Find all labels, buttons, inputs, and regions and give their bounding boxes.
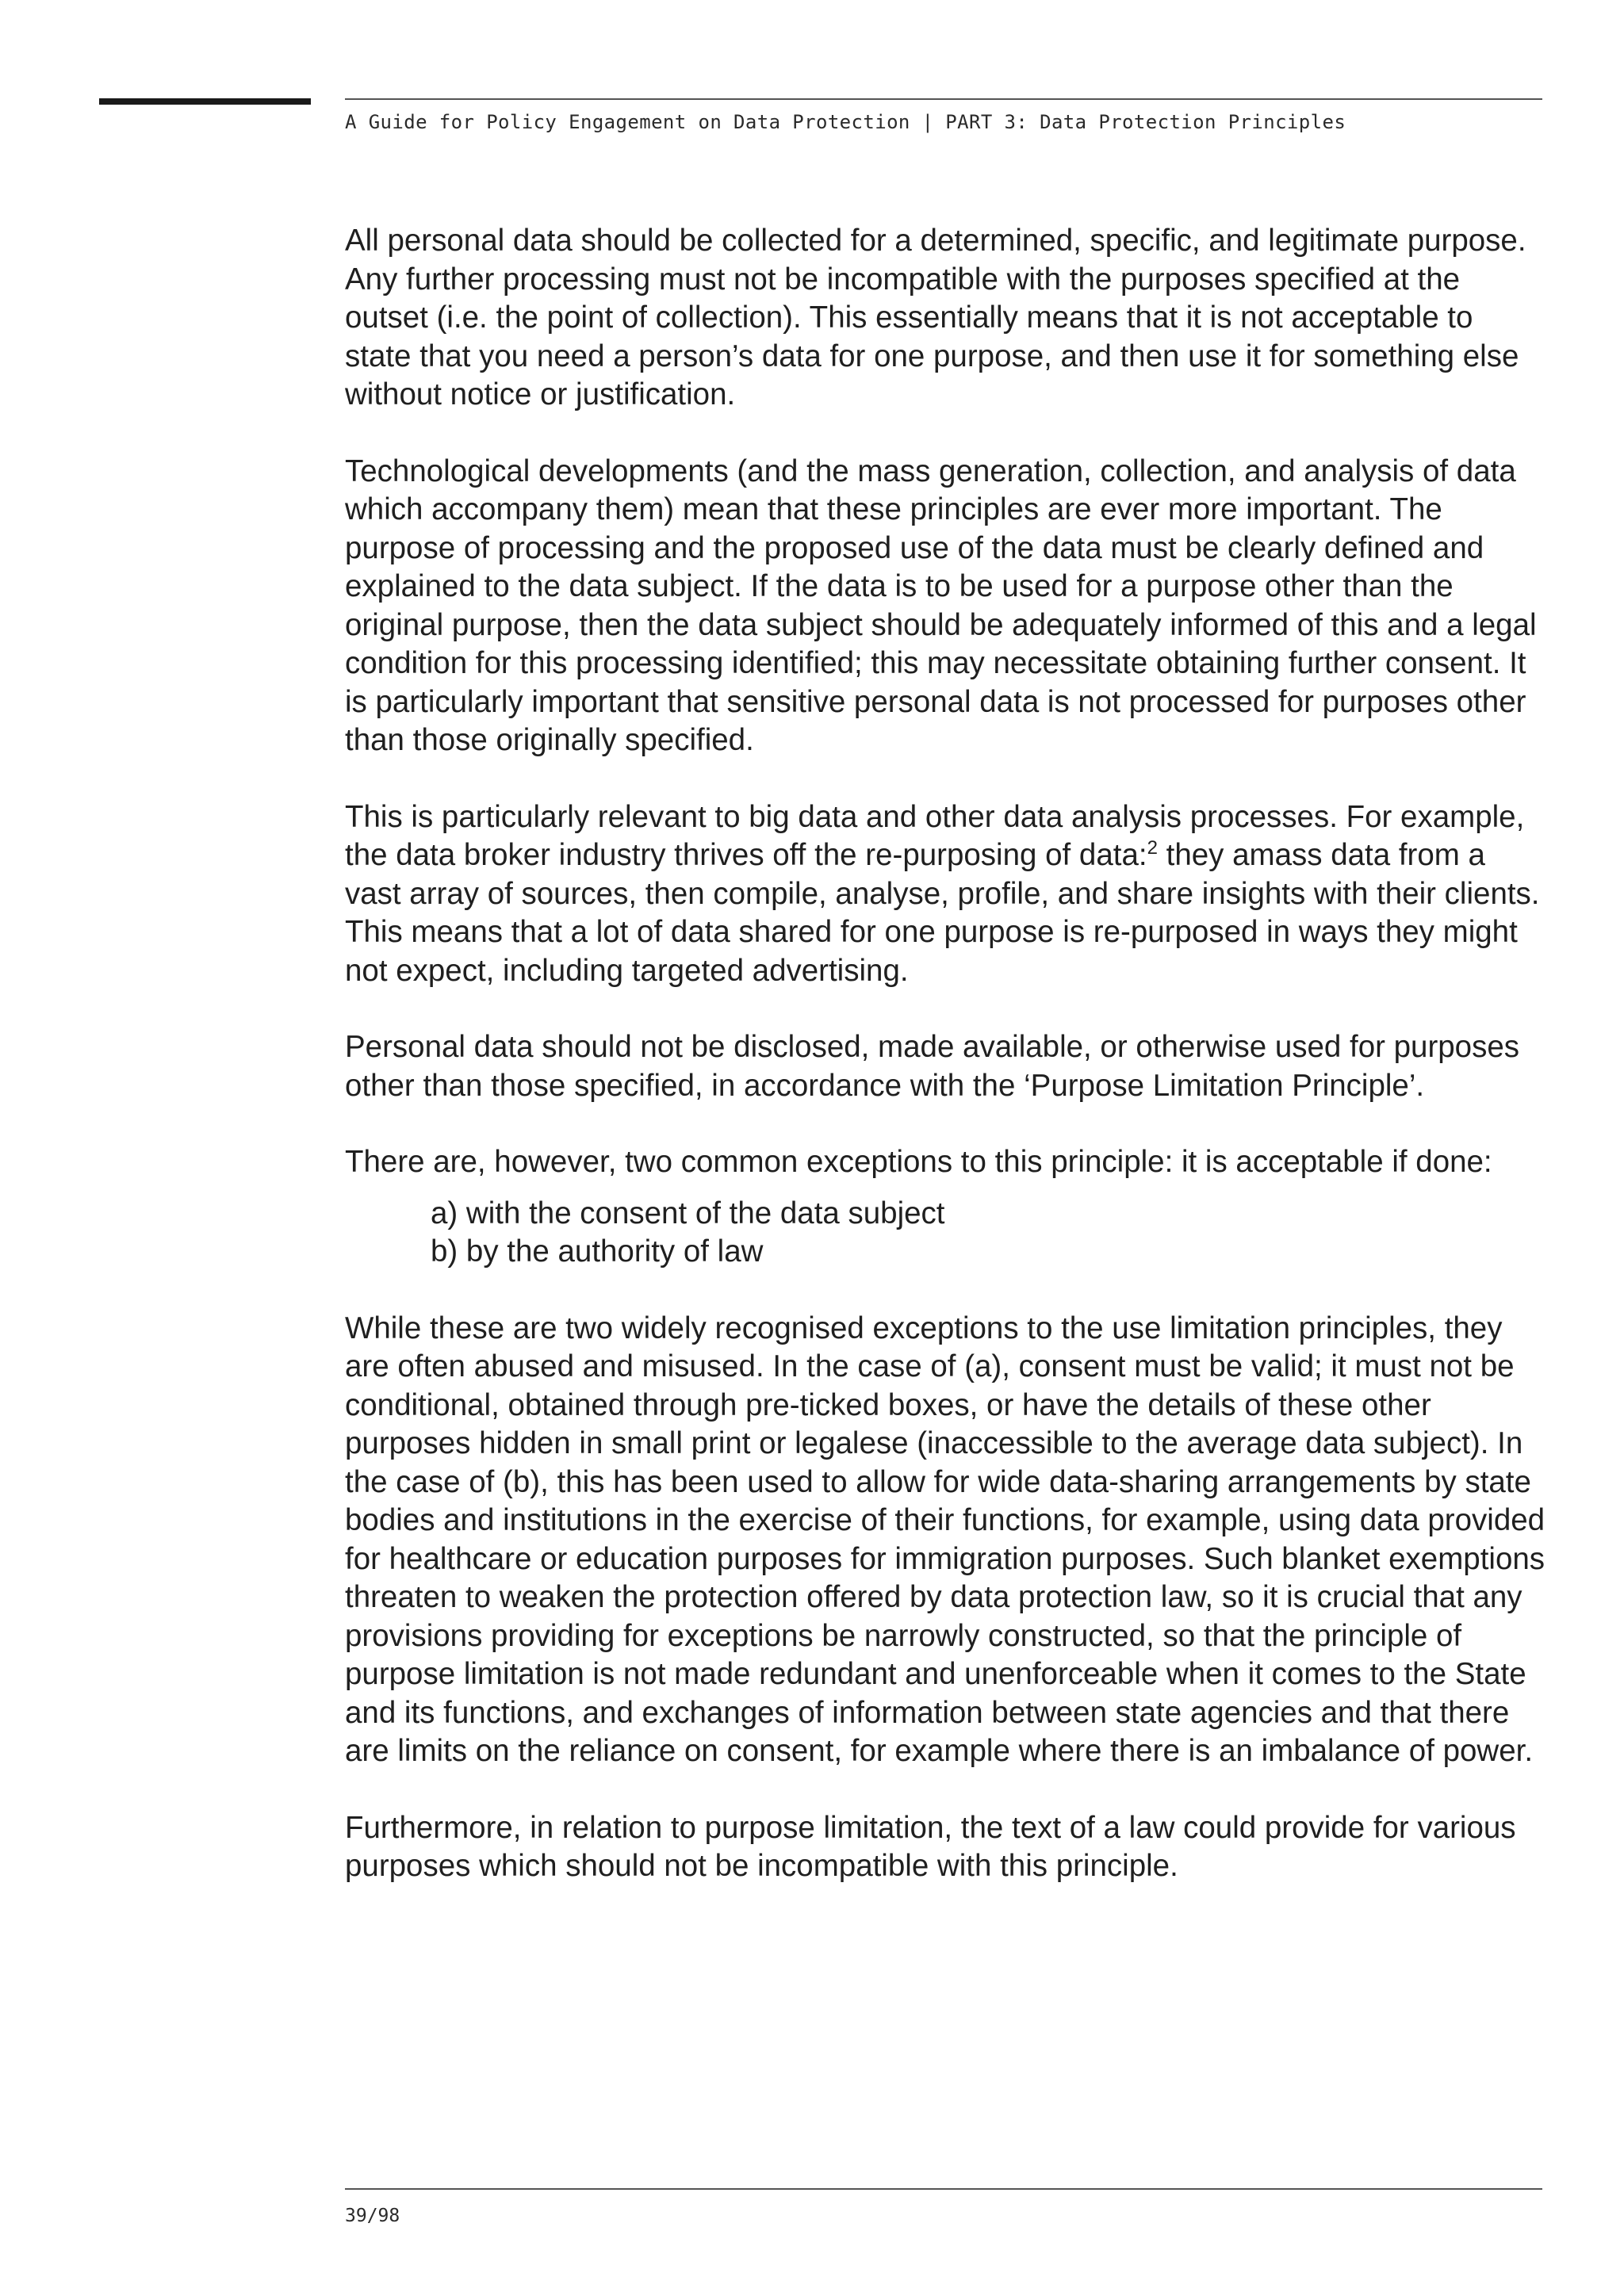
header-accent-rule — [99, 98, 311, 105]
body-text — [345, 222, 1546, 1924]
paragraph-purpose-limitation-principle: Personal data should not be disclosed, made available, or otherwise used for purposes other than those specified, in accordance with the ‘Purpose Limitation Principle’. — [345, 1030, 1520, 1103]
paragraph-exceptions-intro: There are, however, two common exceptions to this principle: it is acceptable if done: — [345, 1145, 1492, 1179]
exceptions-list — [345, 1195, 1546, 1272]
paragraph-purpose-collection: All personal data should be collected for a determined, specific, and legitimate purpose. Any further processing must not be incompatible with the purposes specified at the outset (i.e. the point of collection). This essentially means that it is not acceptable to state that you need a person’s data for one purpose, and then use it for something else without notice or justification. — [345, 224, 1526, 411]
header-divider — [345, 98, 1542, 100]
list-item: a) with the consent of the data subject — [431, 1196, 945, 1230]
page-number: 39/98 — [345, 2206, 400, 2226]
paragraph-big-data-text: This is particularly relevant to big data and other data analysis processes. For example, the data broker industry thrives off the re-purposing of data: — [345, 799, 1525, 872]
running-header: A Guide for Policy Engagement on Data Protection | PART 3: Data Protection Principles — [345, 111, 1346, 133]
paragraph-technological-developments: Technological developments (and the mass generation, collection, and analysis of data which accompany them) mean that these principles are ever more important. The purpose of processing and the proposed use of the data must be clearly defined and explained to the data subject. If the data is to be used for a purpose other than the original purpose, then the data subject should be adequately informed of this and a legal condition for this processing identified; this may necessitate obtaining further consent. It is particularly important that sensitive personal data is not processed for purposes other than those originally specified. — [345, 453, 1537, 757]
list-item: b) by the authority of law — [431, 1234, 764, 1269]
footnote-reference[interactable]: 2 — [1147, 837, 1158, 859]
paragraph-exceptions-abuse: While these are two widely recognised exceptions to the use limitation principles, they are often abused and misused. In the case of (a), consent must be valid; it must not be conditional, obtained through pre-ticked boxes, or have the details of these other purposes hidden in small print or legalese (inaccessible to the average data subject). In the case of (b), this has been used to allow for wide data-sharing arrangements by state bodies and institutions in the exercise of their functions, for example, using data provided for healthcare or education purposes for immigration purposes. Such blanket exemptions threaten to weaken the protection offered by data protection law, so it is crucial that any provisions providing for exceptions be narrowly constructed, so that the principle of purpose limitation is not made redundant and unenforceable when it comes to the State and its functions, and exchanges of information between state agencies and that there are limits on the reliance on consent, for example where there is an imbalance of power. — [345, 1311, 1545, 1768]
footer-divider — [345, 2188, 1542, 2190]
paragraph-furthermore: Furthermore, in relation to purpose limitation, the text of a law could provide for various purposes which should not be incompatible with this principle. — [345, 1810, 1516, 1883]
paragraph-big-data — [345, 798, 1546, 991]
paragraph-big-data-continuation: they amass data from a vast array of sources, then compile, analyse, profile, and share insights with their clients. This means that a lot of data shared for one purpose is re-purposed in ways they might not expect, including targeted advertising. — [345, 838, 1540, 988]
